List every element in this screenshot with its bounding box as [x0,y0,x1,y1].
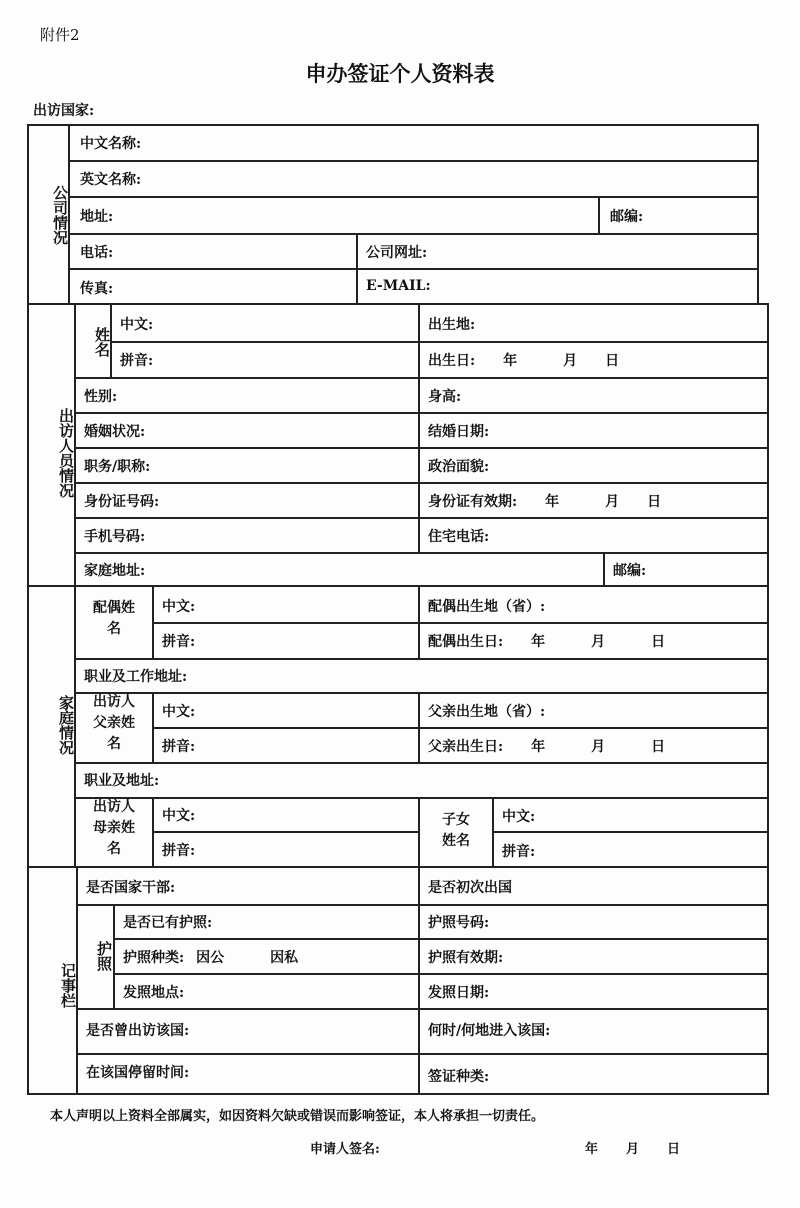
passport-type-public: 因公 [196,950,225,966]
entry-when-where-label: 何时/何地进入该国: [428,1023,551,1039]
visitor-name-pinyin-label: 拼音: [120,353,154,369]
visa-type-label: 签证种类: [428,1069,490,1085]
visitor-name-group-label: 姓名 [93,327,111,357]
page-title: 申办签证个人资料表 [305,62,495,86]
mother-pinyin-label: 拼音: [162,843,196,859]
visitor-home-phone-label: 住宅电话: [428,529,490,545]
spouse-name-group-label: 配偶姓 名 [93,600,135,637]
father-name-group-label: 出访人 父亲姓 名 [93,694,135,752]
company-phone-label: 电话: [80,245,114,261]
visited-before-label: 是否曾出访该国: [86,1023,190,1039]
visitor-political-label: 政治面貌: [428,459,490,475]
mother-cn-label: 中文: [162,808,196,824]
issue-date-label: 发照日期: [428,985,490,1001]
visitor-name-cn-label: 中文: [120,317,154,333]
issue-place-label: 发照地点: [123,985,185,1001]
has-passport-label: 是否已有护照: [123,915,213,931]
father-pinyin-label: 拼音: [162,739,196,755]
children-name-group-label: 子女 姓名 [442,812,470,849]
visitor-position-label: 职务/职称: [84,459,151,475]
company-fax-label: 传真: [80,281,114,297]
occupation-address-label: 职业及地址: [84,773,160,789]
visitor-home-address-label: 家庭地址: [84,563,146,579]
is-cadre-label: 是否国家干部: [86,880,176,896]
section-label-family: 家庭情况 [57,695,75,755]
occupation-work-address-label: 职业及工作地址: [84,669,188,685]
visitor-id-number-label: 身份证号码: [84,494,160,510]
passport-type-private: 因私 [270,950,299,966]
spouse-pinyin-label: 拼音: [162,634,196,650]
visitor-id-validity-label: 身份证有效期: 年 月 日 [428,494,662,510]
passport-type-label: 护照种类: 因公 因私 [123,950,299,966]
visitor-mobile-label: 手机号码: [84,529,146,545]
first-abroad-label: 是否初次出国 [428,880,512,896]
company-cn-name-label: 中文名称: [80,136,142,152]
signature-date: 年 月 日 [585,1142,681,1157]
visitor-birthplace-label: 出生地: [428,317,476,333]
father-cn-label: 中文: [162,704,196,720]
spouse-birthdate-label: 配偶出生日: 年 月 日 [428,634,666,650]
passport-validity-label: 护照有效期: [428,950,504,966]
visitor-height-label: 身高: [428,389,462,405]
children-cn-label: 中文: [502,809,536,825]
visitor-marriage-date-label: 结婚日期: [428,424,490,440]
visitor-marital-label: 婚姻状况: [84,424,146,440]
section-label-visitor: 出访人员情况 [57,408,75,498]
company-website-label: 公司网址: [366,245,428,261]
visitor-postcode-label: 邮编: [613,563,647,579]
stay-duration-label: 在该国停留时间: [86,1065,190,1081]
company-en-name-label: 英文名称: [80,172,142,188]
passport-number-label: 护照号码: [428,915,490,931]
spouse-birthplace-label: 配偶出生地（省）: [428,599,546,615]
visitor-gender-label: 性别: [84,389,118,405]
section-label-company: 公司情况 [51,185,69,245]
section-label-notes: 记事栏 [59,962,77,1008]
passport-group-label: 护照 [95,941,113,971]
mother-name-group-label: 出访人 母亲姓 名 [93,799,135,857]
company-postcode-label: 邮编: [610,209,644,225]
visitor-birthdate-label: 出生日: 年 月 日 [428,353,620,369]
visit-country-label: 出访国家: [33,103,95,119]
company-address-label: 地址: [80,209,114,225]
spouse-cn-label: 中文: [162,599,196,615]
children-pinyin-label: 拼音: [502,844,536,860]
father-birthdate-label: 父亲出生日: 年 月 日 [428,739,666,755]
father-birthplace-label: 父亲出生地（省）: [428,704,546,720]
company-email-label: E-MAIL: [366,278,431,294]
declaration-text: 本人声明以上资料全部属实，如因资料欠缺或错误而影响签证，本人将承担一切责任。 [50,1109,545,1124]
applicant-signature-label: 申请人签名: [310,1142,380,1157]
attachment-label: 附件2 [40,26,80,44]
